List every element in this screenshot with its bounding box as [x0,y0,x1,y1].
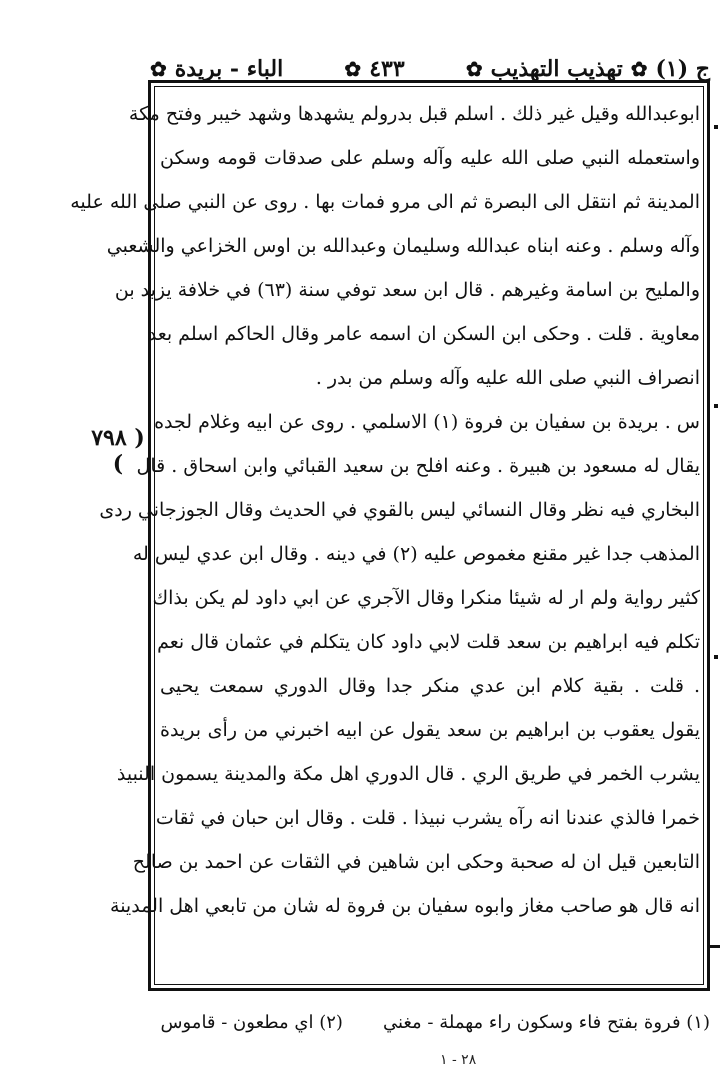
text-line: المدينة ثم انتقل الى البصرة ثم الى مرو فمات بها . روى عن النبي صلى الله عليه [70,191,700,213]
ornament-icon: ✿ [465,57,483,81]
ornament-icon: ✿ [630,57,648,81]
margin-mark [710,945,720,948]
entry-heading-line: س . بريدة بن سفيان بن فروة (١) الاسلمي . روى عن ابيه وغلام لجده [154,411,700,433]
text-line: تكلم فيه ابراهيم بن سعد قلت لابي داود كان يتكلم في عثمان قال نعم [157,631,700,653]
text-line: معاوية . قلت . وحكى ابن السكن ان اسمه عامر وقال الحاكم اسلم بعد [147,323,700,345]
text-line: التابعين قيل ان له صحبة وحكى ابن شاهين في الثقات عن احمد بن صالح [132,851,700,873]
ornament-icon: ✿ [150,57,167,81]
footnote-1: (١) فروة بفتح فاء وسكون راء مهملة - مغني [382,1011,710,1033]
header-left-group [150,56,283,82]
page-number: ٤٣٣ [369,56,405,82]
section-title: الباء - بريدة [174,56,284,82]
footnotes [100,1005,710,1039]
entry-number: ( ٧٩٨ ) [91,425,145,477]
text-line: انه قال هو صاحب مغاز وابوه سفيان بن فروة له شان من تابعي اهل المدينة [110,895,700,917]
header-center-group [344,56,404,82]
text-line: المذهب جدا غير مقنع مغموص عليه (٢) في دينه . وقال ابن عدي ليس له [132,543,700,565]
book-title: تهذيب التهذيب [490,56,623,82]
text-line: خمرا فالذي عندنا انه رآه يشرب نبيذا . قلت . وقال ابن حبان في ثقات [155,807,700,829]
volume-label: ج (١) [655,56,710,82]
text-line: . قلت . بقية كلام ابن عدي منكر جدا وقال الدوري سمعت يحيى [160,675,700,697]
text-line: واستعمله النبي صلى الله عليه وآله وسلم على صدقات قومه وسكن [160,147,700,169]
header-right-group [466,56,710,82]
text-line: انصراف النبي صلى الله عليه وآله وسلم من بدر . [315,367,700,389]
text-line: يشرب الخمر في طريق الري . قال الدوري اهل مكة والمدينة يسمون النبيذ [116,763,700,785]
margin-mark [714,404,718,408]
text-line: ابوعبدالله وقيل غير ذلك . اسلم قبل بدرولم يشهدها وشهد خيبر وفتح مكة [128,103,700,125]
page-signature: ٢٨ - ١ [440,1052,477,1068]
ornament-icon: ✿ [344,57,362,81]
text-line: البخاري فيه نظر وقال النسائي ليس بالقوي في الحديث وقال الجوزجاني ردى [99,499,700,521]
text-line: يقال له مسعود بن هبيرة . وعنه افلح بن سعيد القبائي وابن اسحاق . قال [136,455,700,477]
footnote-2: (٢) اي مطعون - قاموس [160,1011,343,1033]
margin-mark [714,125,718,129]
text-line: والمليح بن اسامة وغيرهم . قال ابن سعد توفي سنة (٦٣) في خلافة يزيد بن [114,279,700,301]
margin-mark [714,655,718,659]
text-line: يقول يعقوب بن ابراهيم بن سعد يقول عن ابيه اخبرني من رأى بريدة [160,719,700,741]
text-line: كثير رواية ولم ار له شيئا منكرا وقال الآجري عن ابي داود لم يكن بذاك [152,587,700,609]
text-line: وآله وسلم . وعنه ابناه عبدالله وسليمان وعبدالله بن اوس الخزاعي والشعبي [106,235,700,257]
